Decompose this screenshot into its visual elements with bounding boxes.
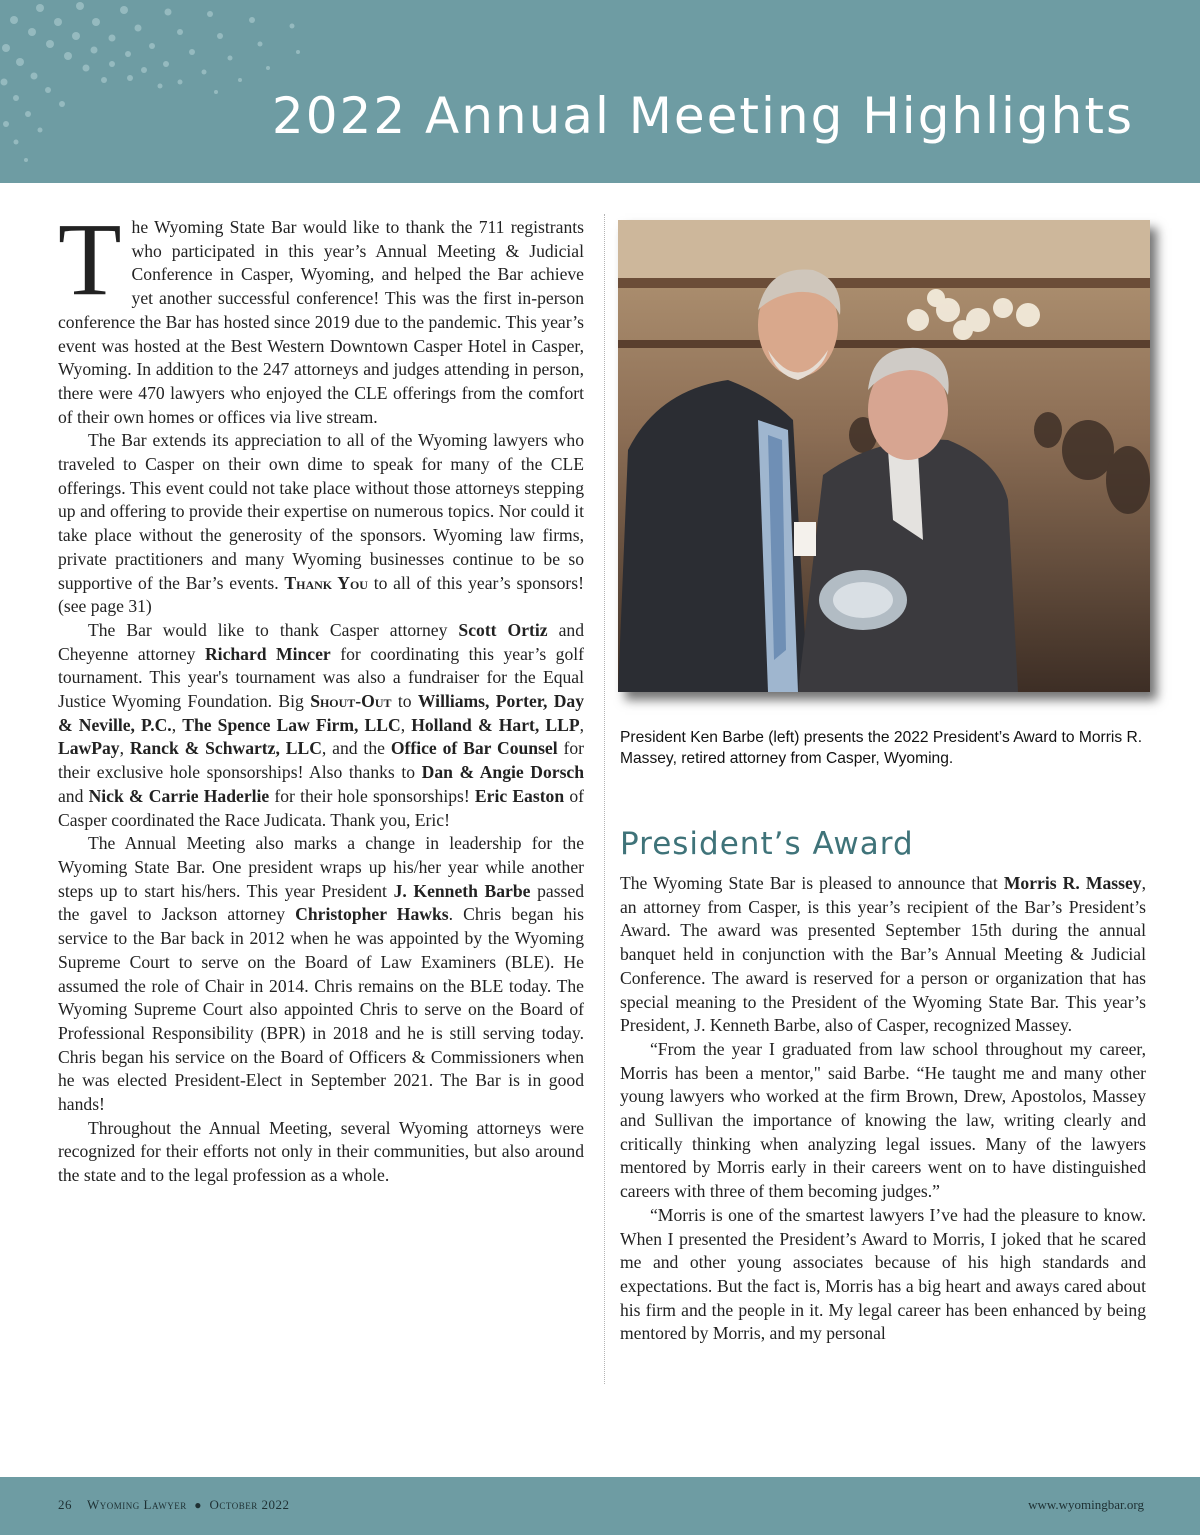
quote-paragraph-2: “Morris is one of the smartest lawyers I’ve had the pleasure to know. When I presented the President’s Award to Morris, I joked that he scared me and other young associates because of his high standards and expectations. But the fact is, Morris has a big heart and aways cared about his firm and the people in it. My legal career has been enhanced by being mentored by Morris, and my personal — [620, 1204, 1146, 1344]
page-header — [0, 0, 1200, 183]
column-divider — [604, 214, 605, 1384]
award-paragraph: The Wyoming State Bar is pleased to announce that Morris R. Massey, an attorney from Casper, is this year’s recipient of the Bar’s President’s Award. The award was presented September 15th during the annual banquet held in conjunction with the Bar’s Annual Meeting & Judicial Conference. The award is reserved for a person or organization that has special meaning to the President of the Wyoming State Bar. This year’s President, J. Kenneth Barbe, also of Casper, recognized Massey. — [620, 873, 1146, 1036]
footer-folio — [58, 1497, 289, 1513]
intro-paragraph: The Wyoming State Bar would like to thank the 711 registrants who participated in this year’s Annual Meeting & Judicial Conference in Casper, Wyoming, and helped the Bar achieve yet another successful conference! This was the first in-person conference the Bar has hosted since 2019 due to the pandemic. This year’s event was hosted at the Best Western Downtown Casper Hotel in Casper, Wyoming. In addition to the 247 attorneys and judges attending in person, there were 470 lawyers who enjoyed the CLE offerings from the comfort of their own homes or offices via live stream. — [58, 202, 584, 427]
recognition-paragraph: Throughout the Annual Meeting, several Wyoming attorneys were recognized for their efforts not only in their communities, but also around the state and to the legal profession as a whole. — [58, 1117, 584, 1186]
page-number: 26 — [58, 1497, 72, 1512]
right-column — [620, 872, 1146, 1346]
photo-caption: President Ken Barbe (left) presents the 2022 President’s Award to Morris R. Massey, retired attorney from Casper, Wyoming. — [620, 729, 1143, 767]
quote-paragraph-1: “From the year I graduated from law school throughout my career, Morris has been a mentor," said Barbe. “He taught me and many other young lawyers who worked at the firm Brown, Drew, Apostolos, Massey and Sullivan the importance of knowing the law, writing clearly and critically thinking when analyzing legal issues. Many of the lawyers mentored by Morris early in their careers went on to have distinguished careers with three of them becoming judges.” — [620, 1038, 1146, 1202]
bullet-icon: ● — [194, 1498, 202, 1512]
leadership-paragraph: The Annual Meeting also marks a change in leadership for the Wyoming State Bar. One president wraps up his/her year while another steps up to start his/hers. This year President J. Kenneth Barbe passed the gavel to Jackson attorney Christopher Hawks. Chris began his service to the Bar back in 2012 when he was appointed by the Wyoming Supreme Court to serve on the Board of Law Examiners (BLE). He assumed the role of Chair in 2014. Chris remains on the BLE today. The Wyoming Supreme Court also appointed Chris to serve on the Board of Professional Responsibility (BPR) in 2018 and he is still serving today. Chris began his service on the Board of Officers & Commissioners when he was elected President-Elect in September 2021. The Bar is in good hands! — [58, 833, 584, 1115]
issue-date: October 2022 — [209, 1497, 290, 1512]
section-heading-presidents-award: President’s Award — [620, 826, 914, 862]
left-column — [58, 202, 585, 1188]
website-url[interactable]: www.wyomingbar.org — [1028, 1497, 1144, 1512]
drop-cap: T — [58, 202, 122, 317]
award-photo — [618, 220, 1150, 692]
golf-paragraph: The Bar would like to thank Casper attorney Scott Ortiz and Cheyenne attorney Richard Mincer for coordinating this year’s golf tournament. This year's tournament was also a fundraiser for the Equal Justice Wyoming Foundation. Big Shout-Out to Williams, Porter, Day & Neville, P.C., The Spence Law Firm, LLC, Holland & Hart, LLP, LawPay, Ranck & Schwartz, LLC, and the Office of Bar Counsel for their exclusive hole sponsorships! Also thanks to Dan & Angie Dorsch and Nick & Carrie Haderlie for their hole sponsorships! Eric Easton of Casper coordinated the Race Judicata. Thank you, Eric! — [58, 619, 585, 830]
page-title: 2022 Annual Meeting Highlights — [271, 87, 1134, 145]
page-footer — [0, 1477, 1200, 1535]
publication-name: Wyoming Lawyer — [87, 1497, 187, 1512]
sponsors-paragraph: The Bar extends its appreciation to all of the Wyoming lawyers who traveled to Casper on their own dime to speak for many of the CLE offerings. This event could not take place without those attorneys stepping up and offering to provide their expertise on numerous topics. Nor could it take place without the generosity of the sponsors. Wyoming law firms, private practitioners and many Wyoming businesses continue to be so supportive of the Bar’s events. Thank You to all of this year’s sponsors! (see page 31) — [58, 430, 584, 617]
